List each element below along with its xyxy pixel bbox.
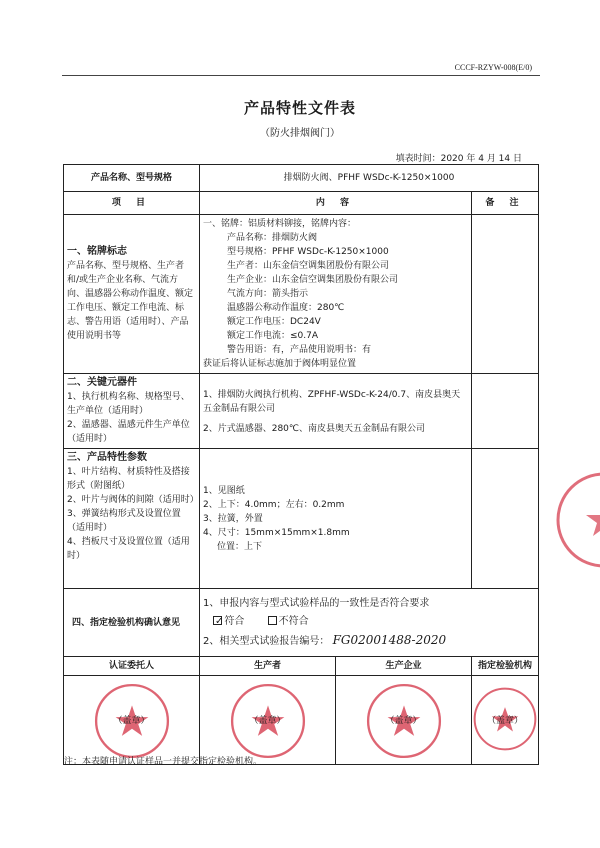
report-number-handwritten: FG02001488-2020 (332, 633, 447, 647)
nameplate-line: 额定工作电流：≤0.7A (227, 331, 319, 341)
components-content (200, 374, 472, 449)
nameplate-line: 气流方向：箭头指示 (227, 289, 309, 299)
parameters-remark (472, 449, 539, 589)
nameplate-remark (472, 215, 539, 374)
parameters-line: 4、尺寸：15mm×15mm×1.8mm (203, 527, 350, 538)
option-yes-check-mark: ✓ (215, 616, 224, 627)
option-no-checkbox[interactable] (268, 616, 277, 625)
parameters-item-line: 1、叶片结构、材质特性及搭接形式（附图纸） (67, 467, 190, 491)
parameters-line: 2、上下：4.0mm；左右：0.2mm (203, 499, 345, 510)
product-name-value: 排烟防火阀、PFHF WSDc-K-1250×1000 (200, 165, 539, 192)
nameplate-line: 额定工作电压：DC24V (227, 317, 321, 327)
signature-cell-producer (200, 676, 336, 765)
components-item-line: 1、执行机构名称、规格型号、生产单位（适用时） (67, 392, 190, 416)
header-divider (62, 75, 540, 76)
components-item-line: 2、温感器、温感元件生产单位（适用时） (67, 420, 190, 444)
nameplate-item (64, 215, 200, 374)
confirmation-options (213, 615, 535, 629)
option-yes-label: 符合 (224, 616, 245, 627)
nameplate-desc: 产品名称、型号规格、生产者和/或生产企业名称、气流方向、温感器公称动作温度、额定工作电压、额定工作电流、标志、警告用语（适用时）、产品使用说明书等 (67, 261, 194, 341)
stamp-label: （盖章） (385, 716, 422, 726)
nameplate-line: 一、铭牌：铝质材料铆接，铭牌内容： (203, 219, 357, 229)
stamp-label: （盖章） (113, 716, 150, 726)
signature-header-manufacturer: 生产企业 (336, 657, 472, 676)
signature-header-applicant: 认证委托人 (64, 657, 200, 676)
confirmation-item (64, 589, 200, 657)
header-item: 项 目 (64, 192, 200, 215)
parameters-item (64, 449, 200, 589)
nameplate-line: 警告用语：有，产品使用说明书：有 (227, 345, 372, 355)
page-subtitle: （防火排烟阀门） (260, 128, 340, 139)
parameters-line: 位置：上下 (217, 541, 263, 552)
header-content: 内 容 (200, 192, 472, 215)
option-no-label: 不符合 (278, 616, 309, 627)
nameplate-line: 生产企业：山东金信空调集团股份有限公司 (227, 275, 399, 285)
nameplate-line: 产品名称：排烟防火阀 (227, 233, 318, 243)
confirmation-title: 四、指定检验机构确认意见 (72, 617, 181, 628)
signature-cell-lab (472, 676, 539, 765)
nameplate-line: 获证后将认证标志施加于阀体明显位置 (203, 359, 357, 369)
parameters-line: 1、见图纸 (203, 485, 245, 496)
confirmation-question: 1、申报内容与型式试验样品的一致性是否符合要求 (203, 598, 430, 609)
stamp-label: （盖章） (249, 716, 286, 726)
parameters-content (200, 449, 472, 589)
parameters-item-line: 3、弹簧结构形式及设置位置（适用时） (67, 509, 181, 533)
nameplate-title: 一、铭牌标志 (67, 246, 127, 257)
signature-cell-applicant (64, 676, 200, 765)
components-line: 2、片式温感器、280℃、南皮县奥天五金制品有限公司 (203, 424, 426, 434)
parameters-line: 3、拉簧，外置 (203, 513, 263, 524)
page-title: 产品特性文件表 (243, 99, 356, 117)
footnote: 注：本表随申请认证样品一并提交指定检验机构。 (64, 757, 263, 767)
nameplate-line: 生产者：山东金信空调集团股份有限公司 (227, 261, 390, 271)
stamp-label: （盖章） (486, 716, 523, 726)
confirmation-content (200, 589, 539, 657)
signature-header-lab: 指定检验机构 (472, 657, 539, 676)
nameplate-line: 温感器公称动作温度：280℃ (227, 303, 345, 313)
components-remark (472, 374, 539, 449)
side-seal-icon (554, 460, 600, 580)
components-line: 1、排烟防火阀执行机构、ZPFHF-WSDc-K-24/0.7、南皮县奥天五金制品有限公司 (203, 390, 461, 414)
header-remark: 备 注 (472, 192, 539, 215)
parameters-item-line: 2、叶片与阀体的间隙（适用时） (67, 495, 199, 505)
nameplate-line: 型号规格：PFHF WSDc-K-1250×1000 (227, 247, 389, 257)
parameters-item-line: 4、挡板尺寸及设置位置（适用时） (67, 537, 190, 561)
product-characteristics-table (63, 164, 539, 765)
components-item (64, 374, 200, 449)
document-code: CCCF-RZYW-008(E/0) (454, 63, 532, 72)
report-number-label: 2、相关型式试验报告编号： (203, 636, 330, 647)
report-number-row (203, 633, 535, 649)
signature-cell-manufacturer (336, 676, 472, 765)
parameters-title: 三、产品特性参数 (67, 452, 147, 463)
components-title: 二、关键元器件 (67, 377, 137, 388)
nameplate-content (200, 215, 472, 374)
signature-header-producer: 生产者 (200, 657, 336, 676)
product-name-label: 产品名称、型号规格 (64, 165, 200, 192)
fill-time: 填表时间：2020 年 4 月 14 日 (395, 154, 522, 164)
